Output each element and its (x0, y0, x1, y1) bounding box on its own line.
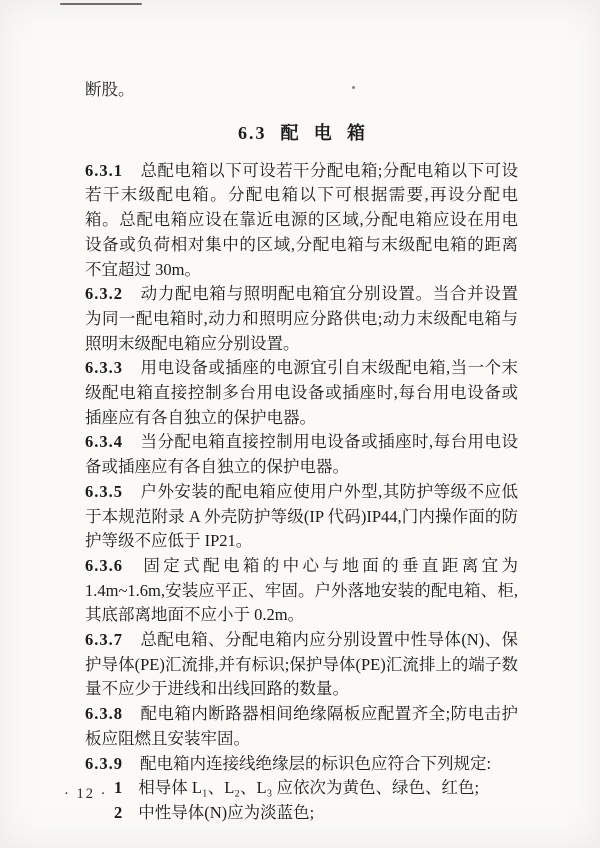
clause-text: 总配电箱以下可设若干分配电箱;分配电箱以下可设若干末级配电箱。分配电箱以下可根据需要,再设分配电箱。总配电箱应设在靠近电源的区域,分配电箱应设在用电设备或负荷相对集中的区域,分配电箱与末级配电箱的距离不宜超过 30m。 (85, 160, 518, 279)
clause-number: 6.3.9 (85, 753, 123, 773)
clause-6-3-6 (85, 554, 518, 628)
clause-6-3-4 (85, 430, 518, 479)
clause-6-3-5 (85, 480, 518, 554)
section-number: 6.3 (237, 122, 267, 143)
continuation-paragraph (85, 78, 518, 103)
subitem-1 (85, 776, 518, 801)
clause-6-3-3 (85, 356, 518, 430)
clause-text: 户外安装的配电箱应使用户外型,其防护等级不应低于本规范附录 A 外壳防护等级(IP 代码)IP44,门内操作面的防护等级不应低于 IP21。 (85, 481, 518, 551)
clause-text: 当分配电箱直接控制用电设备或插座时,每台用电设备或插座应有各自独立的保护电器。 (85, 432, 518, 477)
continuation-text: 断股。 (85, 80, 135, 99)
clause-text: 总配电箱、分配电箱内应分别设置中性导体(N)、保护导体(PE)汇流排,并有标识;保护导体(PE)汇流排上的端子数量不应少于进线和出线回路的数量。 (85, 630, 518, 699)
subitem-text: 中性导体(N)应为淡蓝色; (138, 802, 315, 822)
clause-6-3-7 (85, 628, 518, 702)
clause-text: 固定式配电箱的中心与地面的垂直距离宜为 1.4m~1.6m,安装应平正、牢固。户外落地安装的配电箱、柜,其底部离地面不应小于 0.2m。 (85, 555, 518, 625)
subitem-number: 2 (114, 802, 123, 822)
clause-number: 6.3.2 (85, 284, 123, 304)
clause-text: 用电设备或插座的电源宜引自末级配电箱,当一个末级配电箱直接控制多台用电设备或插座时,每台用电设备或插座应有各自独立的保护电器。 (85, 358, 518, 427)
clause-number: 6.3.3 (85, 358, 123, 378)
clause-6-3-8 (85, 702, 518, 751)
section-heading (85, 120, 518, 146)
clause-6-3-1 (85, 159, 518, 283)
clause-6-3-9 (85, 752, 518, 777)
clause-number: 6.3.7 (85, 630, 123, 650)
clause-text: 配电箱内连接线绝缘层的标识色应符合下列规定: (140, 753, 492, 773)
subitem-number: 1 (114, 778, 123, 798)
clause-number: 6.3.8 (85, 704, 123, 724)
clause-number: 6.3.1 (85, 160, 123, 180)
clause-text: 动力配电箱与照明配电箱宜分别设置。当合并设置为同一配电箱时,动力和照明应分路供电;动力末级配电箱与照明末级配电箱应分别设置。 (85, 284, 518, 353)
clause-number: 6.3.4 (85, 432, 123, 452)
subitem-2 (85, 801, 518, 826)
clause-text: 配电箱内断路器相间绝缘隔板应配置齐全;防电击护板应阻燃且安装牢固。 (85, 704, 518, 748)
subitem-text: 相导体 L₁、L₂、L₃ 应依次为黄色、绿色、红色; (138, 778, 480, 798)
section-title: 配电箱 (280, 122, 381, 143)
clause-number: 6.3.6 (85, 555, 123, 575)
clause-number: 6.3.5 (85, 481, 123, 501)
page-number: · 12 · (64, 786, 108, 802)
clause-6-3-2 (85, 282, 518, 356)
